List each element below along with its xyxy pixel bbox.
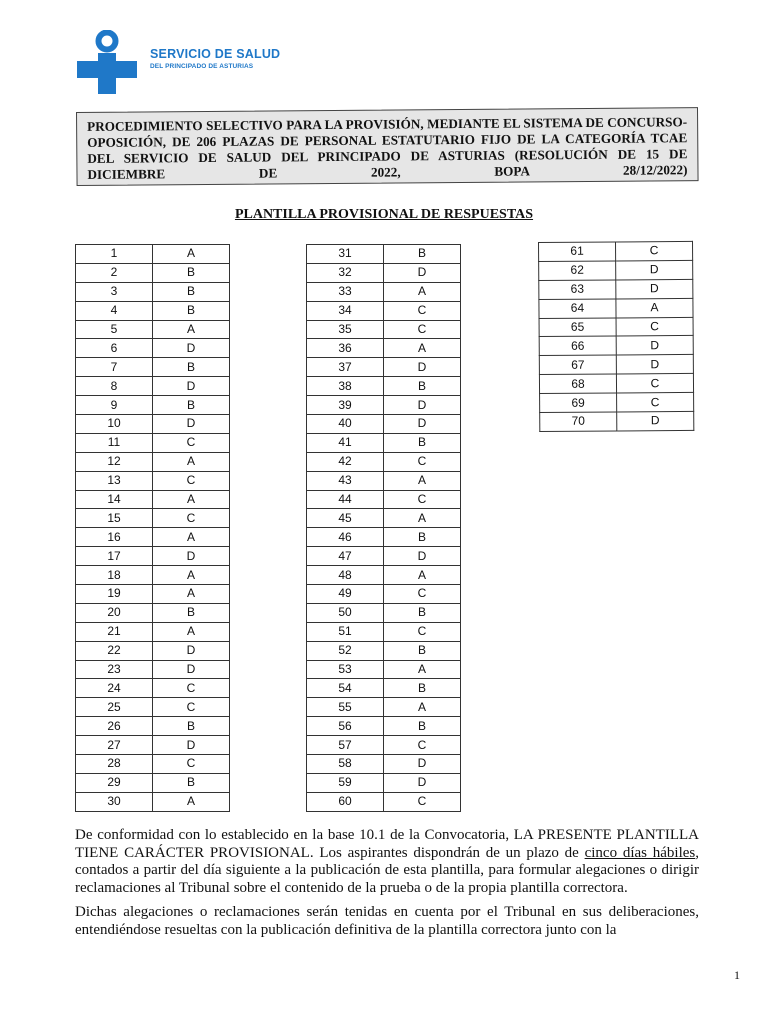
answer-letter: C: [616, 317, 693, 336]
question-number: 25: [76, 698, 153, 717]
question-number: 41: [307, 433, 384, 452]
answer-letter: D: [153, 339, 230, 358]
answer-letter: B: [153, 358, 230, 377]
org-name-block: [150, 47, 280, 70]
answer-row: [76, 792, 230, 811]
sespa-logo-icon: [77, 30, 137, 94]
question-number: 6: [76, 339, 153, 358]
answer-row: [76, 377, 230, 396]
answer-row: [307, 660, 461, 679]
answer-letter: C: [384, 320, 461, 339]
answer-row: [307, 282, 461, 301]
question-number: 3: [76, 282, 153, 301]
question-number: 4: [76, 301, 153, 320]
question-number: 68: [539, 374, 616, 393]
answer-letter: C: [153, 698, 230, 717]
answer-letter: B: [153, 717, 230, 736]
question-number: 48: [307, 566, 384, 585]
body-text: [75, 827, 699, 946]
question-number: 33: [307, 282, 384, 301]
question-number: 54: [307, 679, 384, 698]
question-number: 26: [76, 717, 153, 736]
answer-letter: D: [153, 377, 230, 396]
procedure-title: PROCEDIMIENTO SELECTIVO PARA LA PROVISIÓN, MEDIANTE EL SISTEMA DE CONCURSO-OPOSICIÓN, DE 206 PLAZAS DE PERSONAL ESTATUTARIO FIJO DE LA CATEGORÍA TCAE DEL SERVICIO DE SALUD DEL PRINCIPADO DE ASTURIAS (RESOLUCIÓN DE 15 DE DICIEMBRE DE 2022, BOPA 28/12/2022): [87, 114, 688, 182]
question-number: 65: [539, 318, 616, 337]
answer-row: [307, 547, 461, 566]
answer-letter: C: [384, 736, 461, 755]
answer-letter: D: [153, 736, 230, 755]
answer-row: [307, 377, 461, 396]
question-number: 62: [539, 261, 616, 280]
question-number: 1: [76, 245, 153, 264]
answer-row: [540, 393, 694, 413]
question-number: 10: [76, 415, 153, 434]
answer-row: [307, 717, 461, 736]
question-number: 60: [307, 792, 384, 811]
answer-row: [539, 374, 693, 394]
answer-letter: B: [153, 773, 230, 792]
answer-letter: A: [616, 298, 693, 317]
answer-letter: C: [153, 755, 230, 774]
answer-row: [307, 585, 461, 604]
question-number: 46: [307, 528, 384, 547]
answer-letter: C: [153, 471, 230, 490]
paragraph-1-part1: De conformidad con lo establecido en la base 10.1 de la Convocatoria, LA PRESENTE PLANTILLA TIENE CARÁCTER PROVISIONAL. Los aspirantes dispondrán de un plazo de: [75, 827, 699, 861]
answer-row: [307, 679, 461, 698]
answer-row: [76, 717, 230, 736]
answer-row: [539, 298, 693, 318]
question-number: 66: [539, 336, 616, 355]
question-number: 21: [76, 622, 153, 641]
answer-letter: A: [384, 566, 461, 585]
answer-letter: D: [384, 415, 461, 434]
answer-row: [307, 245, 461, 264]
question-number: 67: [539, 355, 616, 374]
answer-row: [539, 241, 693, 261]
question-number: 7: [76, 358, 153, 377]
answer-row: [307, 792, 461, 811]
paragraph-2: Dichas alegaciones o reclamaciones serán tenidas en cuenta por el Tribunal en sus deliberaciones, entendiéndose resueltas con la publicación definitiva de la plantilla correctora junto con la: [75, 904, 699, 938]
question-number: 27: [76, 736, 153, 755]
question-number: 50: [307, 603, 384, 622]
question-number: 8: [76, 377, 153, 396]
answer-row: [76, 641, 230, 660]
answer-letter: A: [384, 339, 461, 358]
question-number: 40: [307, 415, 384, 434]
answer-row: [307, 433, 461, 452]
question-number: 20: [76, 603, 153, 622]
answer-row: [539, 260, 693, 280]
answer-row: [307, 301, 461, 320]
answer-row: [76, 679, 230, 698]
answer-row: [76, 622, 230, 641]
question-number: 29: [76, 773, 153, 792]
answer-letter: D: [384, 547, 461, 566]
answer-row: [307, 452, 461, 471]
question-number: 63: [539, 280, 616, 299]
question-number: 44: [307, 490, 384, 509]
answer-letter: C: [384, 452, 461, 471]
answer-letter: D: [384, 773, 461, 792]
question-number: 30: [76, 792, 153, 811]
answer-letter: B: [384, 603, 461, 622]
question-number: 17: [76, 547, 153, 566]
answer-row: [76, 773, 230, 792]
question-number: 55: [307, 698, 384, 717]
answer-letter: C: [616, 374, 693, 393]
answer-row: [76, 339, 230, 358]
answer-letter: D: [384, 755, 461, 774]
procedure-title-box: [76, 107, 699, 186]
question-number: 12: [76, 452, 153, 471]
answer-letter: A: [153, 566, 230, 585]
question-number: 47: [307, 547, 384, 566]
question-number: 35: [307, 320, 384, 339]
question-number: 58: [307, 755, 384, 774]
paragraph-1-underlined: cinco días hábiles: [584, 844, 696, 861]
answer-row: [307, 339, 461, 358]
answer-row: [76, 566, 230, 585]
question-number: 42: [307, 452, 384, 471]
answer-row: [307, 736, 461, 755]
answer-row: [76, 660, 230, 679]
answer-row: [307, 471, 461, 490]
question-number: 69: [540, 393, 617, 412]
answer-letter: A: [384, 698, 461, 717]
answer-letter: C: [153, 679, 230, 698]
answer-row: [76, 547, 230, 566]
question-number: 64: [539, 299, 616, 318]
answer-row: [76, 358, 230, 377]
question-number: 32: [307, 263, 384, 282]
answer-letter: D: [384, 358, 461, 377]
answer-letter: D: [616, 279, 693, 298]
question-number: 39: [307, 396, 384, 415]
answer-letter: A: [153, 528, 230, 547]
answer-row: [76, 245, 230, 264]
question-number: 5: [76, 320, 153, 339]
answer-letter: C: [384, 792, 461, 811]
paragraph-1: [75, 827, 699, 897]
answer-row: [307, 566, 461, 585]
answer-letter: B: [384, 679, 461, 698]
question-number: 23: [76, 660, 153, 679]
answer-letter: A: [153, 792, 230, 811]
answer-letter: C: [153, 509, 230, 528]
answer-letter: C: [384, 301, 461, 320]
answer-row: [76, 528, 230, 547]
answer-letter: D: [616, 260, 693, 279]
answer-row: [76, 263, 230, 282]
answer-row: [76, 585, 230, 604]
answer-letter: B: [384, 641, 461, 660]
answer-letter: A: [384, 660, 461, 679]
question-number: 59: [307, 773, 384, 792]
answer-letter: D: [153, 641, 230, 660]
answer-letter: A: [153, 622, 230, 641]
answer-letter: A: [384, 509, 461, 528]
question-number: 19: [76, 585, 153, 604]
answer-row: [76, 320, 230, 339]
answer-letter: D: [153, 415, 230, 434]
answer-row: [307, 263, 461, 282]
answer-row: [76, 509, 230, 528]
page-number: 1: [734, 968, 740, 982]
answer-letter: B: [153, 301, 230, 320]
answer-row: [76, 736, 230, 755]
answer-letter: D: [384, 396, 461, 415]
answer-row: [307, 320, 461, 339]
answer-row: [307, 622, 461, 641]
answer-row: [76, 698, 230, 717]
answer-letter: C: [384, 622, 461, 641]
question-number: 52: [307, 641, 384, 660]
answer-row: [307, 698, 461, 717]
answer-row: [307, 490, 461, 509]
answer-letter: D: [616, 336, 693, 355]
answer-row: [539, 336, 693, 356]
question-number: 14: [76, 490, 153, 509]
answer-letter: B: [384, 433, 461, 452]
answer-letter: A: [384, 471, 461, 490]
answer-row: [76, 452, 230, 471]
org-name: SERVICIO DE SALUD: [150, 47, 281, 61]
answers-table-3: [538, 241, 694, 432]
question-number: 9: [76, 396, 153, 415]
question-number: 70: [540, 412, 617, 431]
answer-letter: B: [153, 282, 230, 301]
question-number: 24: [76, 679, 153, 698]
answer-letter: C: [384, 585, 461, 604]
question-number: 18: [76, 566, 153, 585]
question-number: 61: [539, 242, 616, 261]
question-number: 13: [76, 471, 153, 490]
answer-row: [76, 282, 230, 301]
answer-letter: C: [384, 490, 461, 509]
answer-row: [307, 528, 461, 547]
answer-row: [76, 301, 230, 320]
question-number: 22: [76, 641, 153, 660]
answer-letter: C: [153, 433, 230, 452]
question-number: 38: [307, 377, 384, 396]
answer-letter: A: [153, 245, 230, 264]
answer-row: [76, 433, 230, 452]
answer-row: [539, 355, 693, 375]
question-number: 37: [307, 358, 384, 377]
answer-row: [307, 396, 461, 415]
question-number: 36: [307, 339, 384, 358]
question-number: 49: [307, 585, 384, 604]
answer-letter: B: [153, 603, 230, 622]
answer-row: [539, 317, 693, 337]
answer-letter: C: [617, 393, 694, 412]
answer-letter: D: [616, 355, 693, 374]
answer-row: [307, 603, 461, 622]
question-number: 43: [307, 471, 384, 490]
question-number: 51: [307, 622, 384, 641]
answer-letter: C: [616, 241, 693, 260]
answer-letter: B: [384, 245, 461, 264]
question-number: 11: [76, 433, 153, 452]
question-number: 56: [307, 717, 384, 736]
question-number: 34: [307, 301, 384, 320]
answer-letter: A: [153, 320, 230, 339]
answers-heading: PLANTILLA PROVISIONAL DE RESPUESTAS: [234, 207, 534, 222]
answers-table-2: [306, 244, 461, 812]
answer-row: [307, 415, 461, 434]
answer-letter: B: [384, 377, 461, 396]
answer-row: [76, 471, 230, 490]
answer-row: [76, 396, 230, 415]
question-number: 45: [307, 509, 384, 528]
question-number: 28: [76, 755, 153, 774]
answer-row: [539, 279, 693, 299]
answer-letter: A: [153, 452, 230, 471]
answer-letter: A: [384, 282, 461, 301]
answer-letter: B: [384, 717, 461, 736]
answer-letter: B: [153, 263, 230, 282]
org-subname: DEL PRINCIPADO DE ASTURIAS: [150, 63, 254, 70]
question-number: 57: [307, 736, 384, 755]
answers-table-1: [75, 244, 230, 812]
answer-row: [307, 755, 461, 774]
answer-letter: A: [153, 490, 230, 509]
answer-row: [307, 773, 461, 792]
answer-row: [307, 358, 461, 377]
paragraph-1-part2: , contados a partir del día siguiente a la publicación de esta plantilla, para formular alegaciones o dirigir reclamaciones al Tribunal sobre el contenido de la prueba o de la propia plantilla correctora.: [75, 844, 699, 896]
answer-row: [76, 755, 230, 774]
answer-row: [76, 490, 230, 509]
question-number: 2: [76, 263, 153, 282]
answer-letter: B: [153, 396, 230, 415]
answer-row: [307, 641, 461, 660]
answer-letter: D: [153, 547, 230, 566]
question-number: 53: [307, 660, 384, 679]
answer-row: [307, 509, 461, 528]
answer-letter: D: [617, 411, 694, 430]
answer-letter: A: [153, 585, 230, 604]
answer-letter: D: [153, 660, 230, 679]
question-number: 31: [307, 245, 384, 264]
answer-row: [540, 411, 694, 431]
answer-row: [76, 603, 230, 622]
answer-row: [76, 415, 230, 434]
answer-letter: B: [384, 528, 461, 547]
question-number: 15: [76, 509, 153, 528]
answer-letter: D: [384, 263, 461, 282]
question-number: 16: [76, 528, 153, 547]
